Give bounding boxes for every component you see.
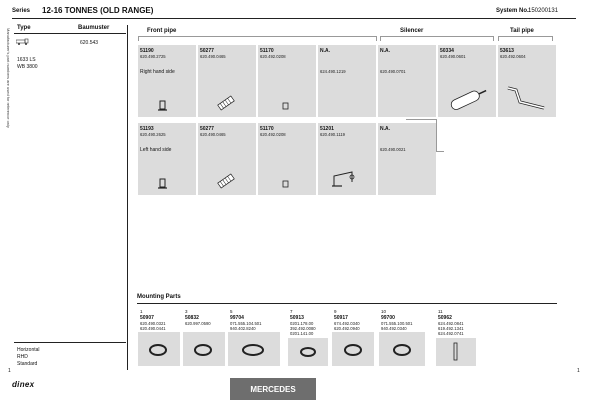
mounting-code: 50907 — [140, 315, 154, 321]
part-code: 50334 — [440, 48, 454, 54]
tail-pipe-header: Tail pipe — [510, 28, 534, 34]
side-note: Left hand side — [140, 147, 172, 153]
system-label: System No.: — [496, 8, 531, 14]
part-image — [318, 45, 376, 117]
part-ref: 620.490.1119 — [320, 132, 345, 137]
flex-pipe-icon — [216, 172, 236, 190]
baumuster-value: 620.543 — [80, 40, 99, 46]
type-label: Type — [17, 25, 31, 31]
part-ref: 620.490.2625 — [140, 132, 166, 137]
part-code: N.A. — [320, 48, 330, 54]
mounting-code: 50832 — [185, 315, 199, 321]
mounting-index: 7 — [290, 309, 293, 314]
bracket-tick — [376, 36, 377, 41]
part-code: 51170 — [260, 48, 274, 54]
mounting-parts-rule — [137, 303, 557, 304]
part-code: 51201 — [320, 126, 334, 132]
clamp-ring-icon — [342, 342, 364, 358]
mounting-index: 10 — [381, 309, 387, 314]
mounting-ref: 071.555.100.501 — [381, 321, 413, 326]
part-code: N.A. — [380, 48, 390, 54]
part-ref: 620.492.0604 — [500, 54, 526, 59]
wheelbase: WB 3800 — [17, 64, 38, 70]
mounting-index: 1 — [140, 309, 143, 314]
mounting-ref: 0201.178.00 — [290, 321, 314, 326]
part-code: 50277 — [200, 48, 214, 54]
model-name: 1633 LS — [17, 57, 36, 63]
tail-pipe-bracket — [498, 36, 552, 37]
silencer-icon — [446, 86, 490, 112]
bracket-tick — [498, 36, 499, 41]
clamp-ring-icon — [391, 342, 413, 358]
clamp-icon — [282, 180, 290, 188]
connector-line — [436, 119, 437, 151]
bottom-left-rule — [14, 342, 126, 343]
page-number-right: 1 — [577, 368, 580, 374]
front-pipe-header: Front pipe — [147, 28, 177, 34]
mounting-parts-header: Mounting Parts — [137, 294, 181, 300]
connector-line — [406, 119, 436, 120]
mounting-ref: 624.492.0841 — [438, 321, 464, 326]
mounting-index: 5 — [230, 309, 233, 314]
clamp-ring-icon — [298, 345, 318, 359]
part-image — [378, 123, 436, 195]
mounting-code: 99704 — [230, 315, 244, 321]
part-ref: 620.490.2725 — [140, 54, 166, 59]
mounting-code: 50913 — [290, 315, 304, 321]
part-code: 50277 — [200, 126, 214, 132]
part-ref: 620.490.0465 — [200, 132, 226, 137]
mounting-ref: 940.402.8240 — [230, 326, 256, 331]
part-ref: 620.490.0465 — [200, 54, 226, 59]
part-ref: 620.490.0601 — [440, 54, 466, 59]
mounting-code: 99700 — [381, 315, 395, 321]
bracket-tick — [380, 36, 381, 41]
bracket-tick — [138, 36, 139, 41]
bracket-icon — [158, 178, 168, 190]
mounting-ref: 940.492.0340 — [381, 326, 407, 331]
series-label: Series — [12, 8, 31, 14]
bracket-icon — [158, 100, 168, 112]
mounting-ref: 0201.141.00 — [290, 331, 314, 336]
part-ref: 620.492.0208 — [260, 54, 286, 59]
page-number-left: 1 — [8, 368, 11, 374]
part-code: 51193 — [140, 126, 154, 132]
mounting-ref: 071.555.104.501 — [230, 321, 262, 326]
mounting-ref: 392.492.0080 — [290, 326, 316, 331]
part-image — [378, 45, 436, 117]
left-header-rule — [14, 33, 126, 34]
bracket-tick — [552, 36, 553, 41]
truck-icon — [16, 38, 30, 46]
clamp-icon — [282, 102, 290, 110]
clamp-ring-icon — [192, 342, 214, 358]
mounting-ref: 620.490.0441 — [140, 326, 166, 331]
variant-line: Standard — [17, 361, 38, 367]
part-ref: 620.490.0021 — [380, 147, 406, 152]
part-code: 51170 — [260, 126, 274, 132]
tail-pipe-icon — [506, 84, 548, 112]
bracket-assembly-icon — [330, 168, 358, 190]
connector-line — [436, 151, 444, 152]
silencer-bracket — [380, 36, 493, 37]
front-pipe-bracket — [138, 36, 376, 37]
mounting-ref: 674.492.0340 — [334, 321, 360, 326]
baumuster-label: Baumuster — [78, 25, 110, 31]
system-number: 150200131 — [528, 8, 559, 14]
mounting-code: 50962 — [438, 315, 452, 321]
mounting-ref: 620.490.0321 — [140, 321, 166, 326]
mounting-ref: 624.492.0741 — [438, 331, 464, 336]
part-code: N.A. — [380, 126, 390, 132]
flex-pipe-icon — [216, 94, 236, 112]
silencer-header: Silencer — [400, 28, 424, 34]
part-code: 53613 — [500, 48, 514, 54]
mounting-code: 50917 — [334, 315, 348, 321]
vertical-disclaimer: Manufacturer's part numbers are used for reference only — [6, 28, 11, 128]
part-ref: 620.490.0701 — [380, 69, 406, 74]
mounting-ref: 620.492.0940 — [334, 326, 360, 331]
mounting-index: 11 — [438, 309, 443, 314]
header-rule — [12, 18, 576, 19]
orientation-line: Horizontal — [17, 347, 40, 353]
brand-badge: MERCEDES — [230, 378, 316, 400]
mounting-ref: 619.492.1341 — [438, 326, 464, 331]
part-code: 51190 — [140, 48, 154, 54]
series-title: 12-16 TONNES (OLD RANGE) — [42, 6, 154, 15]
mounting-index: 9 — [334, 309, 337, 314]
side-note: Right hand side — [140, 69, 175, 75]
part-ref: 620.492.0208 — [260, 132, 286, 137]
dinex-logo: dinex — [12, 380, 35, 389]
mounting-ref: 620.997.0590 — [185, 321, 211, 326]
part-ref: 624.490.1219 — [320, 69, 346, 74]
bolt-icon — [452, 342, 460, 362]
drive-side-line: RHD — [17, 354, 28, 360]
clamp-ring-icon — [240, 342, 266, 358]
mounting-index: 3 — [185, 309, 188, 314]
left-column-divider — [127, 25, 128, 370]
bracket-tick — [493, 36, 494, 41]
clamp-ring-icon — [147, 342, 169, 358]
